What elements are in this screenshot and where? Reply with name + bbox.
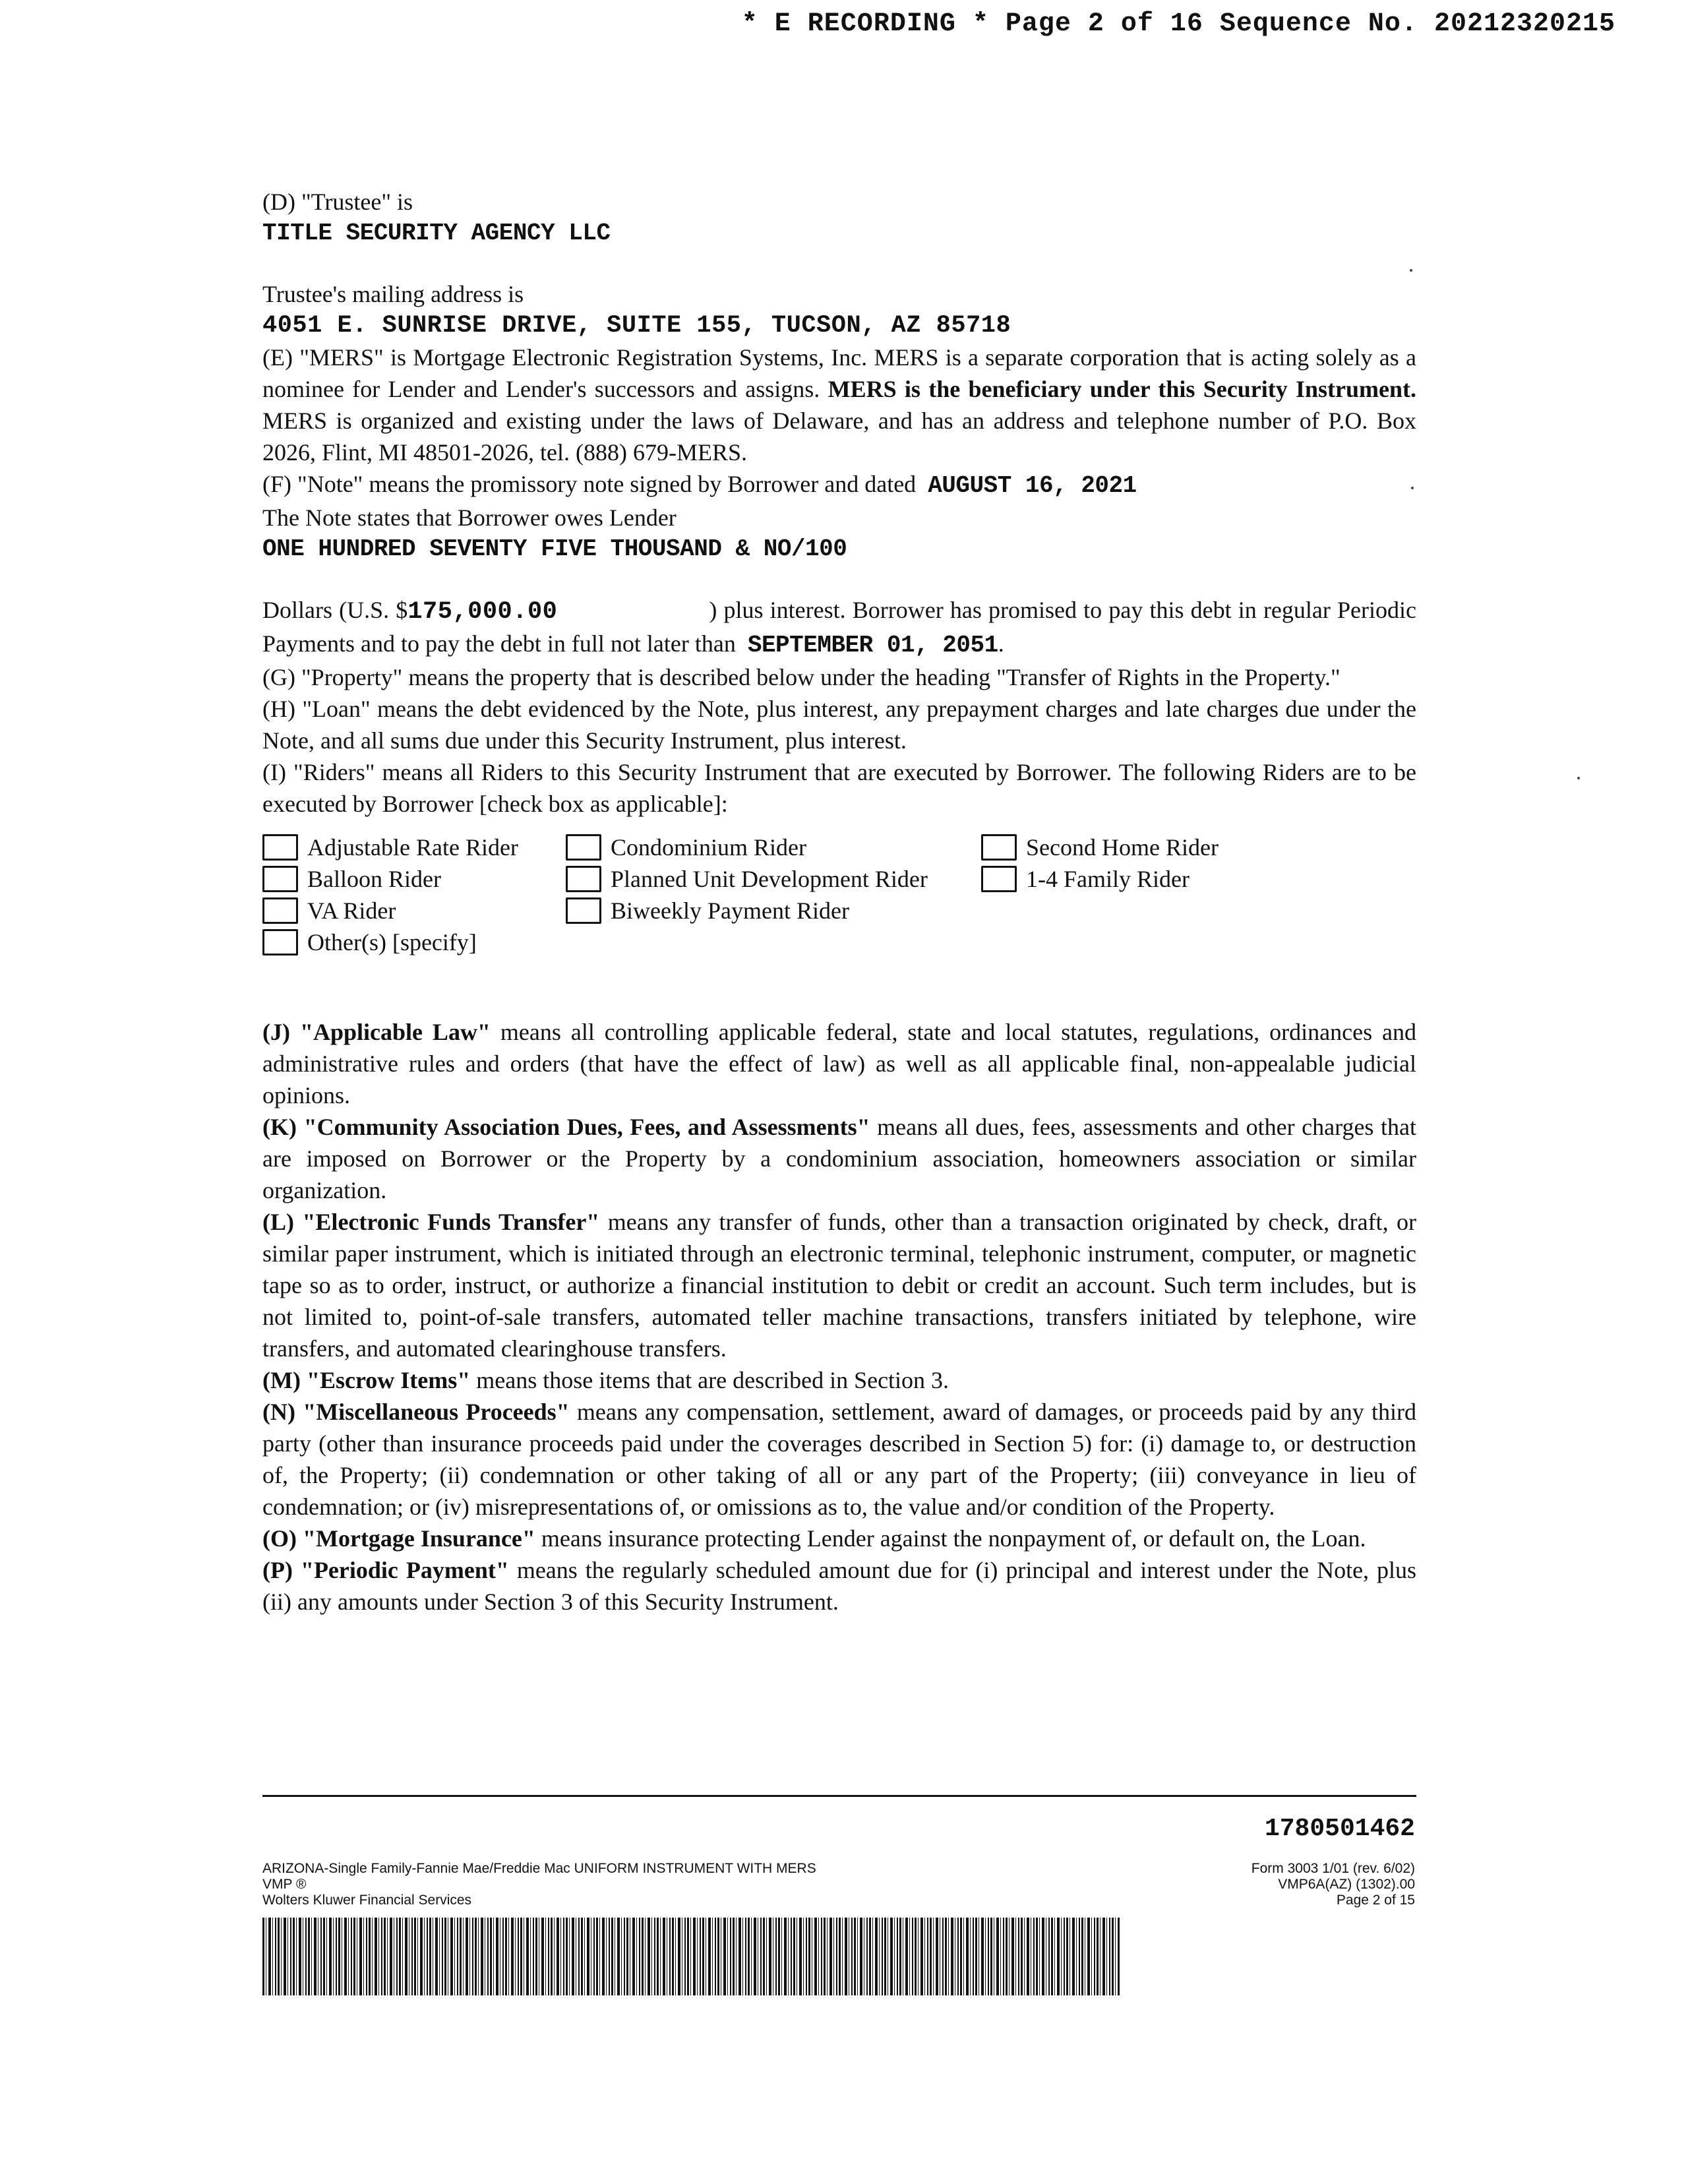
rider-option[interactable]: Condominium Rider [566,832,981,863]
loan-number: 1780501462 [1264,1815,1415,1843]
mers-beneficiary-statement: MERS is the beneficiary under this Security Instrument. [828,376,1417,402]
property-definition: (G) "Property" means the property that is described below under the heading "Transfer of Rights in the Property." [262,664,1341,690]
trustee-mailing-address: 4051 E. SUNRISE DRIVE, SUITE 155, TUCSON, AZ 85718 [262,312,1011,340]
rider-option[interactable]: Planned Unit Development Rider [566,863,981,895]
definition-community-association: (K) "Community Association Dues, Fees, and Assessments" means all dues, fees, assessments and other charges that are imposed on Borrower or the Property by a condominium association, homeowners association or similar organization. [262,1114,1417,1203]
checkbox[interactable] [262,866,298,892]
riders-checklist [262,832,1416,958]
checkbox[interactable] [566,897,601,924]
note-owes: The Note states that Borrower owes Lender [262,504,677,531]
footer-form-info [262,1861,816,1908]
barcode [262,1918,1120,1995]
checkbox[interactable] [981,866,1017,892]
definition-electronic-funds-transfer: (L) "Electronic Funds Transfer" means any transfer of funds, other than a transaction originated by check, draft, or similar paper instrument, which is initiated through an electronic terminal, telephonic instrument, computer, or magnetic tape so as to order, instruct, or authorize a financial institution to debit or credit an account. Such term includes, but is not limited to, point-of-sale transfers, automated teller machine transactions, transfers initiated by telephone, wire transfers, and automated clearinghouse transfers. [262,1209,1416,1362]
footer-divider [262,1795,1416,1797]
loan-amount-words: ONE HUNDRED SEVENTY FIVE THOUSAND & NO/100 [262,535,847,562]
definition-miscellaneous-proceeds: (N) "Miscellaneous Proceeds" means any compensation, settlement, award of damages, or proceeds paid by any third party (other than insurance proceeds paid under the coverages described in Section 5) for: (i) damage to, or destruction of, the Property; (ii) condemnation or other taking of all or any part of the Property; (iii) conveyance in lieu of condemnation; or (iv) misrepresentations of, or omissions as to, the value and/or condition of the Property. [262,1399,1417,1520]
note-definition: (F) "Note" means the promissory note signed by Borrower and dated AUGUST 16, 2021 [262,471,1137,499]
form-number: Form 3003 1/01 (rev. 6/02) [1251,1861,1415,1876]
dollars-statement: Dollars (U.S. $175,000.00 ) plus interest. Borrower has promised to pay this debt in regular Periodic Payments and to pay the debt in full not later than SEPTEMBER 01, 2051. [262,597,1416,659]
checkbox[interactable] [262,897,298,924]
checkbox[interactable] [262,929,298,956]
maturity-date: SEPTEMBER 01, 2051 [747,632,998,659]
rider-option[interactable]: Other(s) [specify] [262,926,566,958]
definition-mortgage-insurance: (O) "Mortgage Insurance" means insurance protecting Lender against the nonpayment of, or default on, the Loan. [262,1525,1366,1552]
document-body [262,186,1416,1618]
rider-option[interactable]: Balloon Rider [262,863,566,895]
note-date: AUGUST 16, 2021 [928,472,1137,499]
vmp-mark: VMP ® [262,1877,307,1892]
form-page-number: Page 2 of 15 [1336,1893,1415,1908]
trustee-mailing-label: Trustee's mailing address is [262,281,524,307]
rider-option[interactable]: Second Home Rider [981,832,1377,863]
rider-option[interactable]: Biweekly Payment Rider [566,895,981,926]
definition-applicable-law: (J) "Applicable Law" means all controlling applicable federal, state and local statutes, regulations, ordinances and administrative rules and orders (that have the effect of law) as well as all applicable final, non-appealable judicial opinions. [262,1019,1417,1108]
trustee-name: TITLE SECURITY AGENCY LLC [262,220,611,247]
trustee-label: (D) "Trustee" is [262,189,413,215]
footer-form-number [1251,1861,1415,1908]
form-title: ARIZONA-Single Family-Fannie Mae/Freddie Mac UNIFORM INSTRUMENT WITH MERS [262,1861,816,1876]
loan-definition: (H) "Loan" means the debt evidenced by the Note, plus interest, any prepayment charges and late charges due under the Note, and all sums due under this Security Instrument, plus interest. [262,696,1416,754]
rider-option[interactable]: VA Rider [262,895,566,926]
vmp-code: VMP6A(AZ) (1302).00 [1278,1877,1415,1892]
rider-option[interactable]: Adjustable Rate Rider [262,832,566,863]
checkbox[interactable] [566,834,601,861]
checkbox[interactable] [981,834,1017,861]
definition-escrow-items: (M) "Escrow Items" means those items that are described in Section 3. [262,1367,950,1393]
checkbox[interactable] [262,834,298,861]
publisher-name: Wolters Kluwer Financial Services [262,1893,472,1908]
rider-option[interactable]: 1-4 Family Rider [981,863,1377,895]
definition-periodic-payment: (P) "Periodic Payment" means the regularly scheduled amount due for (i) principal and interest under the Note, plus (ii) any amounts under Section 3 of this Security Instrument. [262,1557,1417,1615]
checkbox[interactable] [566,866,601,892]
scan-speck [1411,487,1414,489]
riders-definition: (I) "Riders" means all Riders to this Security Instrument that are executed by Borrower. The following Riders are to be executed by Borrower [check box as applicable]: [262,759,1416,817]
scan-speck [1577,777,1580,779]
scan-speck [1410,269,1412,272]
loan-amount: 175,000.00 [407,598,558,626]
mers-definition: (E) "MERS" is Mortgage Electronic Registration Systems, Inc. MERS is a separate corporation that is acting solely as a nominee for Lender and Lender's successors and assigns. MERS is the beneficiary under this Security Instrument. MERS is organized and existing under the laws of Delaware, and has an address and telephone number of P.O. Box 2026, Flint, MI 48501-2026, tel. (888) 679-MERS. [262,344,1417,466]
recording-header: * E RECORDING * Page 2 of 16 Sequence No. 20212320215 [741,9,1615,39]
